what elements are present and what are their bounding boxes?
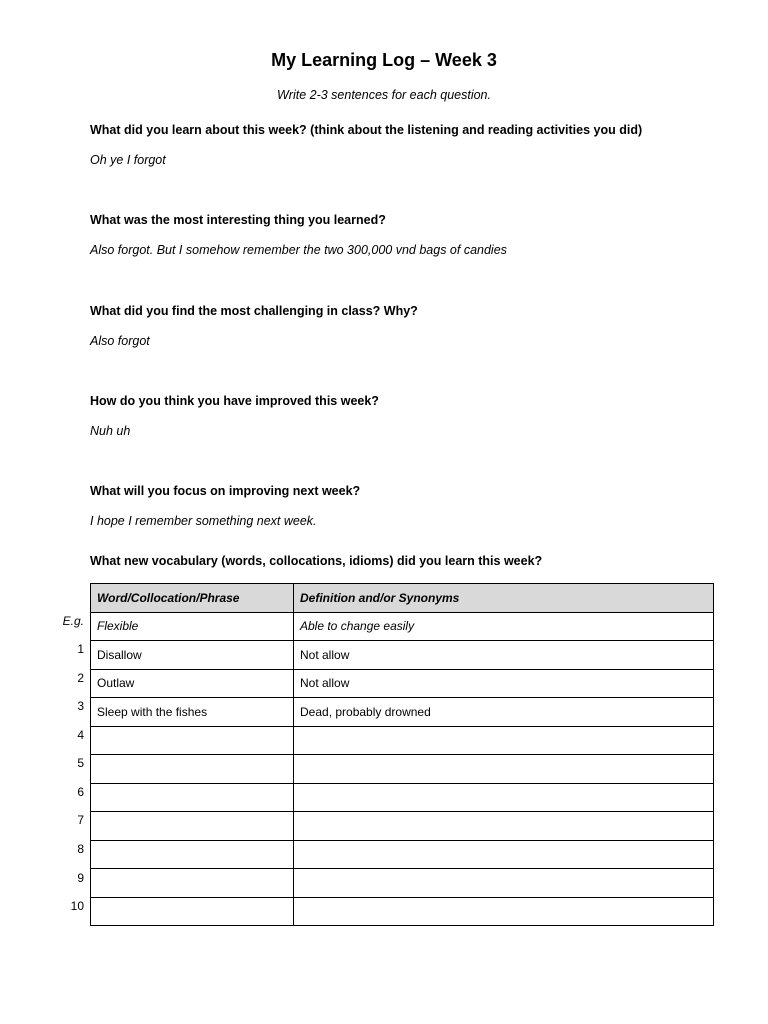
- row-number: 1: [77, 642, 84, 656]
- definition-cell: [294, 726, 714, 755]
- table-row: [91, 698, 714, 727]
- header-word: Word/Collocation/Phrase: [91, 584, 294, 613]
- vocabulary-table: [90, 583, 714, 926]
- word-cell: [91, 755, 294, 784]
- table-row: [91, 755, 714, 784]
- table-row: [91, 840, 714, 869]
- definition-cell: [294, 840, 714, 869]
- row-number: 10: [70, 899, 84, 913]
- word-cell: [91, 783, 294, 812]
- header-definition: Definition and/or Synonyms: [294, 584, 714, 613]
- table-row: [91, 726, 714, 755]
- word-cell: [91, 812, 294, 841]
- row-number: 8: [77, 842, 84, 856]
- answer-3: Also forgot: [90, 334, 150, 348]
- word-cell: [91, 869, 294, 898]
- word-cell: Disallow: [91, 641, 294, 670]
- row-number-example: E.g.: [62, 614, 84, 628]
- vocabulary-question: What new vocabulary (words, collocations, idioms) did you learn this week?: [90, 554, 543, 568]
- row-number: 5: [77, 756, 84, 770]
- table-row: [91, 869, 714, 898]
- definition-cell: [294, 812, 714, 841]
- question-3: What did you find the most challenging in class? Why?: [90, 304, 418, 318]
- answer-5: I hope I remember something next week.: [90, 514, 317, 528]
- answer-2: Also forgot. But I somehow remember the two 300,000 vnd bags of candies: [90, 243, 507, 257]
- row-number: 7: [77, 813, 84, 827]
- question-5: What will you focus on improving next week?: [90, 484, 361, 498]
- page-title: My Learning Log – Week 3: [271, 50, 497, 70]
- word-cell: Outlaw: [91, 669, 294, 698]
- question-1: What did you learn about this week? (think about the listening and reading activities you did): [90, 123, 643, 137]
- answer-4: Nuh uh: [90, 424, 131, 438]
- table-row: [91, 812, 714, 841]
- definition-cell: Dead, probably drowned: [294, 698, 714, 727]
- question-2: What was the most interesting thing you learned?: [90, 213, 386, 227]
- row-number: 3: [77, 699, 84, 713]
- table-row: [91, 669, 714, 698]
- word-cell: [91, 897, 294, 926]
- word-cell: Sleep with the fishes: [91, 698, 294, 727]
- word-cell: [91, 840, 294, 869]
- definition-cell: [294, 897, 714, 926]
- definition-cell: Not allow: [294, 641, 714, 670]
- row-number: 6: [77, 785, 84, 799]
- definition-cell: [294, 869, 714, 898]
- table-header-row: [91, 584, 714, 613]
- definition-cell: [294, 783, 714, 812]
- row-number: 9: [77, 871, 84, 885]
- row-number: 2: [77, 671, 84, 685]
- answer-1: Oh ye I forgot: [90, 153, 166, 167]
- question-4: How do you think you have improved this week?: [90, 394, 379, 408]
- table-row: [91, 897, 714, 926]
- definition-cell: Not allow: [294, 669, 714, 698]
- definition-cell: Able to change easily: [294, 612, 714, 641]
- table-row: [91, 641, 714, 670]
- page-subtitle: Write 2-3 sentences for each question.: [276, 88, 491, 102]
- word-cell: Flexible: [91, 612, 294, 641]
- definition-cell: [294, 755, 714, 784]
- table-row: [91, 783, 714, 812]
- row-number: 4: [77, 728, 84, 742]
- word-cell: [91, 726, 294, 755]
- table-row: [91, 612, 714, 641]
